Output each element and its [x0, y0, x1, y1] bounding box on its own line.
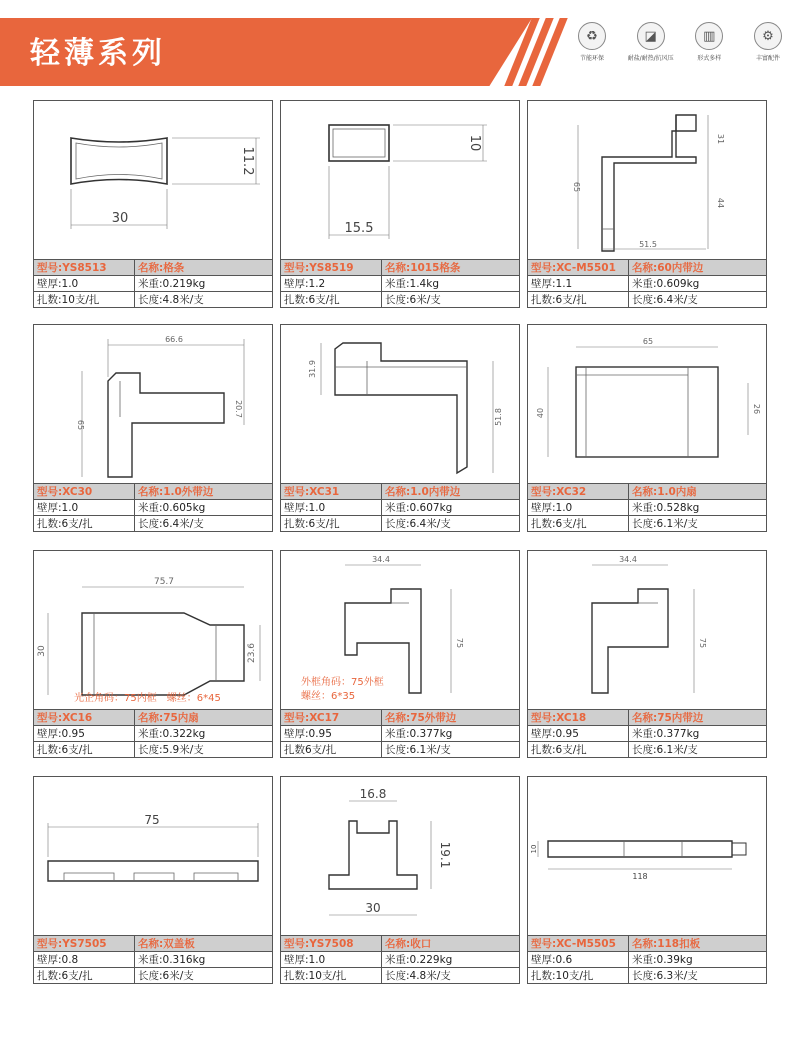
bundle: 扎数:10支/扎 [34, 292, 135, 308]
dim-label: 31.9 [308, 360, 317, 378]
name: 名称:60内带边 [629, 260, 767, 276]
spec-table [527, 709, 767, 758]
weight: 米重:0.316kg [135, 952, 273, 968]
dim-label: 16.8 [359, 787, 387, 801]
weight: 米重:0.377kg [629, 726, 767, 742]
dim-label: 65 [76, 419, 85, 431]
dim-label: 10 [530, 844, 538, 854]
product-card-ys8519 [280, 100, 520, 308]
dim-label: 30 [111, 211, 129, 226]
length: 长度:6.1米/支 [629, 516, 767, 532]
bundle: 扎数:6支/扎 [528, 292, 629, 308]
length: 长度:6.4米/支 [382, 516, 520, 532]
parts-icon: ⚙ [754, 22, 782, 50]
wall: 壁厚:1.2 [281, 276, 382, 292]
length: 长度:6.4米/支 [629, 292, 767, 308]
model: 型号:XC31 [281, 484, 382, 500]
page-title: 轻薄系列 [30, 36, 166, 71]
bundle: 扎数:6支/扎 [528, 516, 629, 532]
profile-drawing [527, 550, 767, 709]
feature-label: 节能环保 [579, 55, 604, 62]
name: 名称:1015格条 [382, 260, 520, 276]
product-card-ys7505 [33, 776, 273, 984]
weight: 米重:0.219kg [135, 276, 273, 292]
product-card-xc18 [527, 550, 767, 758]
dim-label: 23.6 [247, 642, 257, 664]
bundle: 扎数:6支/扎 [281, 292, 382, 308]
spec-table [33, 259, 273, 308]
palette-icon: ▥ [695, 22, 723, 50]
feature-label: 形式多样 [697, 55, 722, 62]
name: 名称:75外带边 [382, 710, 520, 726]
fitting-note: 外框角码：75外框 [301, 677, 384, 688]
model: 型号:YS7508 [281, 936, 382, 952]
bundle: 扎数:10支/扎 [281, 968, 382, 984]
profile-drawing [33, 550, 273, 709]
name: 名称:格条 [135, 260, 273, 276]
wall: 壁厚:1.0 [281, 500, 382, 516]
spec-table [280, 483, 520, 532]
name: 名称:1.0内扇 [629, 484, 767, 500]
product-card-xc-m5501 [527, 100, 767, 308]
spec-table [33, 935, 273, 984]
wall: 壁厚:1.0 [528, 500, 629, 516]
length: 长度:6米/支 [382, 292, 520, 308]
feature-recycle [566, 22, 618, 62]
dim-label: 118 [632, 872, 648, 881]
bundle: 扎数:6支/扎 [34, 968, 135, 984]
product-card-ys7508 [280, 776, 520, 984]
dim-label: 51.8 [494, 408, 503, 426]
fitting-note: 光企角码：75内框 螺丝：6*45 [74, 693, 221, 704]
dim-label: 30 [37, 645, 47, 657]
product-card-xc-m5505 [527, 776, 767, 984]
product-card-xc17 [280, 550, 520, 758]
bundle: 扎数:6支/扎 [281, 516, 382, 532]
name: 名称:1.0内带边 [382, 484, 520, 500]
product-card-xc32 [527, 324, 767, 532]
model: 型号:XC30 [34, 484, 135, 500]
wall: 壁厚:1.0 [281, 952, 382, 968]
product-card-xc16 [33, 550, 273, 758]
wall: 壁厚:1.1 [528, 276, 629, 292]
model: 型号:XC-M5501 [528, 260, 629, 276]
dim-label: 10 [467, 134, 482, 152]
profile-drawing [33, 324, 273, 483]
spec-table [33, 709, 273, 758]
model: 型号:XC-M5505 [528, 936, 629, 952]
spec-table [527, 935, 767, 984]
spec-table [280, 935, 520, 984]
bundle: 扎数:6支/扎 [34, 742, 135, 758]
fitting-note: 螺丝：6*35 [301, 691, 356, 702]
dim-label: 34.4 [372, 555, 390, 564]
weight: 米重:0.607kg [382, 500, 520, 516]
wall: 壁厚:1.0 [34, 276, 135, 292]
product-card-xc30 [33, 324, 273, 532]
bundle: 扎数6支/扎 [281, 742, 382, 758]
model: 型号:YS8519 [281, 260, 382, 276]
length: 长度:5.9米/支 [135, 742, 273, 758]
weight: 米重:0.377kg [382, 726, 520, 742]
dim-label: 31 [716, 133, 725, 145]
length: 长度:4.8米/支 [135, 292, 273, 308]
length: 长度:6.3米/支 [629, 968, 767, 984]
weight: 米重:0.528kg [629, 500, 767, 516]
feature-surface [625, 22, 677, 62]
name: 名称:双盖板 [135, 936, 273, 952]
bundle: 扎数:6支/扎 [34, 516, 135, 532]
dim-label: 30 [365, 901, 381, 915]
profile-drawing [527, 324, 767, 483]
product-card-ys8513 [33, 100, 273, 308]
spec-table [527, 483, 767, 532]
bundle: 扎数:6支/扎 [528, 742, 629, 758]
weight: 米重:1.4kg [382, 276, 520, 292]
model: 型号:XC32 [528, 484, 629, 500]
wall: 壁厚:0.95 [34, 726, 135, 742]
name: 名称:收口 [382, 936, 520, 952]
model: 型号:YS7505 [34, 936, 135, 952]
dim-label: 65 [642, 337, 654, 346]
dim-label: 26 [752, 403, 761, 415]
dim-label: 75 [144, 813, 160, 827]
length: 长度:6米/支 [135, 968, 273, 984]
length: 长度:6.1米/支 [382, 742, 520, 758]
dim-label: 15.5 [344, 221, 374, 236]
dim-label: 75 [455, 637, 464, 649]
dim-label: 66.6 [165, 335, 183, 344]
name: 名称:75内带边 [629, 710, 767, 726]
profile-drawing [527, 776, 767, 935]
name: 名称:1.0外带边 [135, 484, 273, 500]
dim-label: 20.7 [234, 400, 243, 418]
dim-label: 75 [698, 637, 707, 649]
model: 型号:XC16 [34, 710, 135, 726]
name: 名称:75内扇 [135, 710, 273, 726]
spec-table [280, 259, 520, 308]
name: 名称:118扣板 [629, 936, 767, 952]
feature-icons [566, 22, 794, 62]
profile-drawing [33, 100, 273, 259]
wall: 壁厚:0.95 [281, 726, 382, 742]
profile-drawing [527, 100, 767, 259]
weight: 米重:0.609kg [629, 276, 767, 292]
dim-label: 19.1 [438, 841, 452, 869]
wall: 壁厚:0.95 [528, 726, 629, 742]
dim-label: 75.7 [153, 577, 175, 587]
spec-table [33, 483, 273, 532]
weight: 米重:0.605kg [135, 500, 273, 516]
profile-drawing [280, 550, 520, 709]
surface-icon: ◪ [637, 22, 665, 50]
length: 长度:4.8米/支 [382, 968, 520, 984]
wall: 壁厚:0.6 [528, 952, 629, 968]
recycle-icon: ♻ [578, 22, 606, 50]
spec-table [527, 259, 767, 308]
weight: 米重:0.322kg [135, 726, 273, 742]
dim-label: 34.4 [619, 555, 637, 564]
dim-label: 65 [572, 181, 581, 193]
product-card-xc31 [280, 324, 520, 532]
dim-label: 11.2 [240, 146, 255, 176]
feature-label: 耐盐/耐热/抗风压 [627, 55, 674, 62]
model: 型号:XC17 [281, 710, 382, 726]
profile-drawing [280, 100, 520, 259]
dim-label: 51.5 [639, 240, 657, 249]
model: 型号:YS8513 [34, 260, 135, 276]
spec-table [280, 709, 520, 758]
model: 型号:XC18 [528, 710, 629, 726]
feature-palette [683, 22, 735, 62]
length: 长度:6.4米/支 [135, 516, 273, 532]
bundle: 扎数:10支/扎 [528, 968, 629, 984]
dim-label: 40 [536, 407, 545, 419]
wall: 壁厚:0.8 [34, 952, 135, 968]
feature-parts [742, 22, 794, 62]
profile-drawing [280, 324, 520, 483]
weight: 米重:0.39kg [629, 952, 767, 968]
weight: 米重:0.229kg [382, 952, 520, 968]
profile-drawing [280, 776, 520, 935]
dim-label: 44 [716, 197, 725, 209]
length: 长度:6.1米/支 [629, 742, 767, 758]
wall: 壁厚:1.0 [34, 500, 135, 516]
feature-label: 丰富配件 [755, 55, 780, 62]
profile-drawing [33, 776, 273, 935]
